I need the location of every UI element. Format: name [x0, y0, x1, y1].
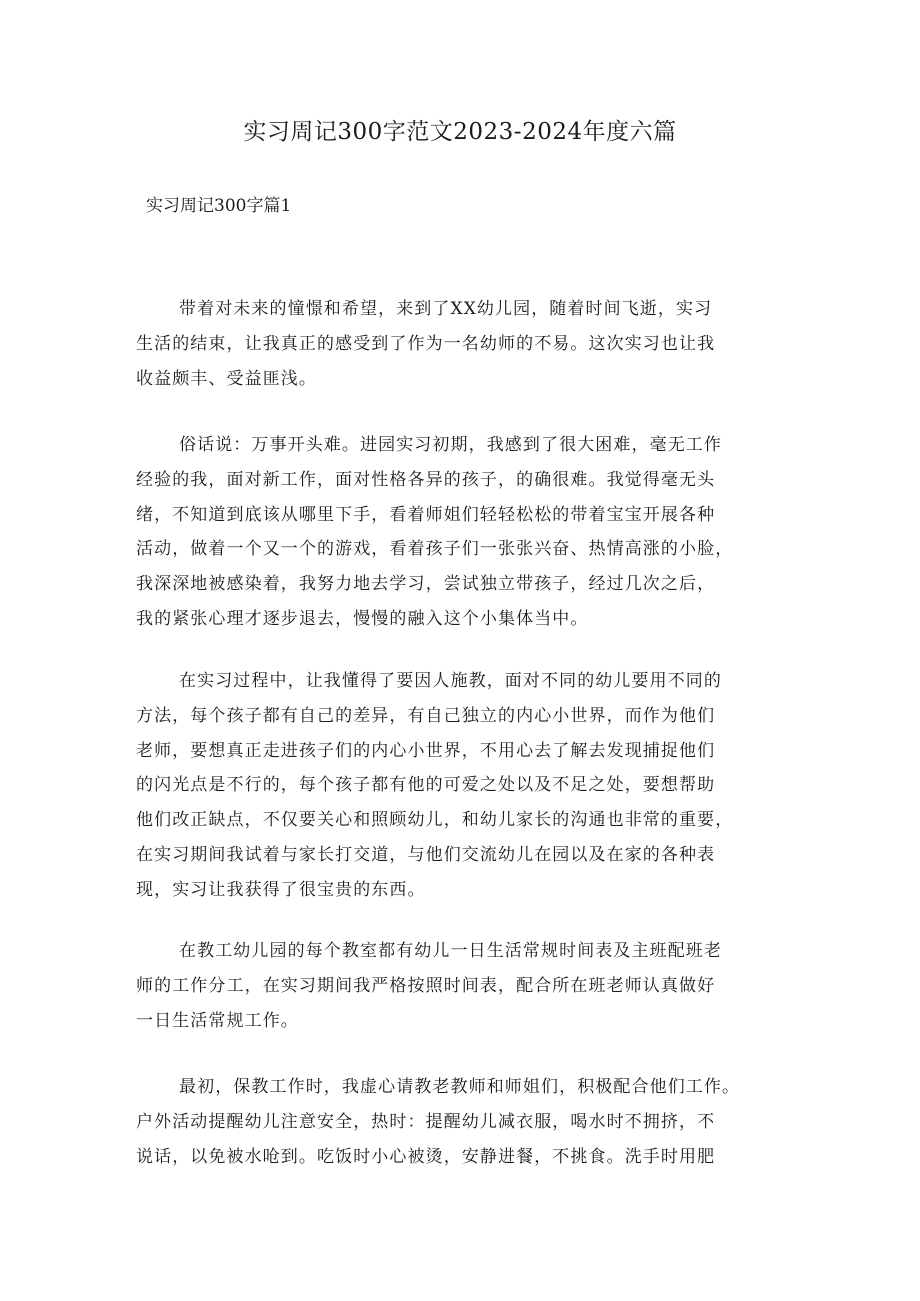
paragraph-line: 现，实习让我获得了很宝贵的东西。 — [136, 879, 426, 900]
paragraph-1 — [136, 292, 796, 396]
paragraph-line: 老师，要想真正走进孩子们的内心小世界，不用心去了解去发现捕捉他们 — [136, 740, 716, 761]
paragraph-line: 户外活动提醒幼儿注意安全，热时：提醒幼儿减衣服，喝水时不拥挤，不 — [136, 1111, 716, 1132]
paragraph-line: 在实习期间我试着与家长打交道，与他们交流幼儿在园以及在家的各种表 — [136, 844, 716, 865]
paragraph-line: 他们改正缺点，不仅要关心和照顾幼儿，和幼儿家长的沟通也非常的重要， — [136, 810, 734, 831]
paragraph-4 — [136, 934, 796, 1038]
paragraph-line: 生活的结束，让我真正的感受到了作为一名幼师的不易。这次实习也让我 — [136, 333, 716, 354]
paragraph-line: 在实习过程中，让我懂得了要因人施教，面对不同的幼儿要用不同的 — [179, 671, 722, 691]
document-title: 实习周记300字范文2023-2024年度六篇 — [243, 119, 677, 145]
paragraph-line: 绪，不知道到底该从哪里下手，看着师姐们轻轻松松的带着宝宝开展各种 — [136, 504, 716, 525]
paragraph-line: 收益颇丰、受益匪浅。 — [136, 368, 317, 389]
paragraph-line: 带着对未来的憧憬和希望，来到了XX幼儿园，随着时间飞逝，实习 — [179, 299, 713, 319]
paragraph-line: 说话，以免被水呛到。吃饭时小心被烫，安静进餐，不挑食。洗手时用肥 — [136, 1146, 716, 1167]
section-heading: 实习周记300字篇1 — [146, 196, 292, 216]
paragraph-line: 一日生活常规工作。 — [136, 1010, 299, 1031]
paragraph-line: 经验的我，面对新工作，面对性格各异的孩子，的确很难。我觉得毫无头 — [136, 469, 716, 490]
paragraph-line: 的闪光点是不行的，每个孩子都有他的可爱之处以及不足之处，要想帮助 — [136, 775, 716, 796]
paragraph-line: 我深深地被感染着，我努力地去学习，尝试独立带孩子，经过几次之后， — [136, 574, 716, 595]
paragraph-3 — [136, 664, 796, 908]
paragraph-2 — [136, 428, 796, 637]
paragraph-line: 活动，做着一个又一个的游戏，看着孩子们一张张兴奋、热情高涨的小脸， — [136, 539, 734, 560]
paragraph-5 — [136, 1070, 796, 1174]
paragraph-line: 我的紧张心理才逐步退去，慢慢的融入这个小集体当中。 — [136, 608, 589, 629]
paragraph-line: 师的工作分工，在实习期间我严格按照时间表，配合所在班老师认真做好 — [136, 975, 716, 996]
paragraph-line: 俗话说：万事开头难。进园实习初期，我感到了很大困难，毫无工作 — [179, 435, 722, 455]
paragraph-line: 方法，每个孩子都有自己的差异，有自己独立的内心小世界，而作为他们 — [136, 705, 716, 726]
paragraph-line: 最初，保教工作时，我虚心请教老教师和师姐们，积极配合他们工作。 — [179, 1077, 741, 1097]
paragraph-line: 在教工幼儿园的每个教室都有幼儿一日生活常规时间表及主班配班老 — [179, 941, 722, 961]
